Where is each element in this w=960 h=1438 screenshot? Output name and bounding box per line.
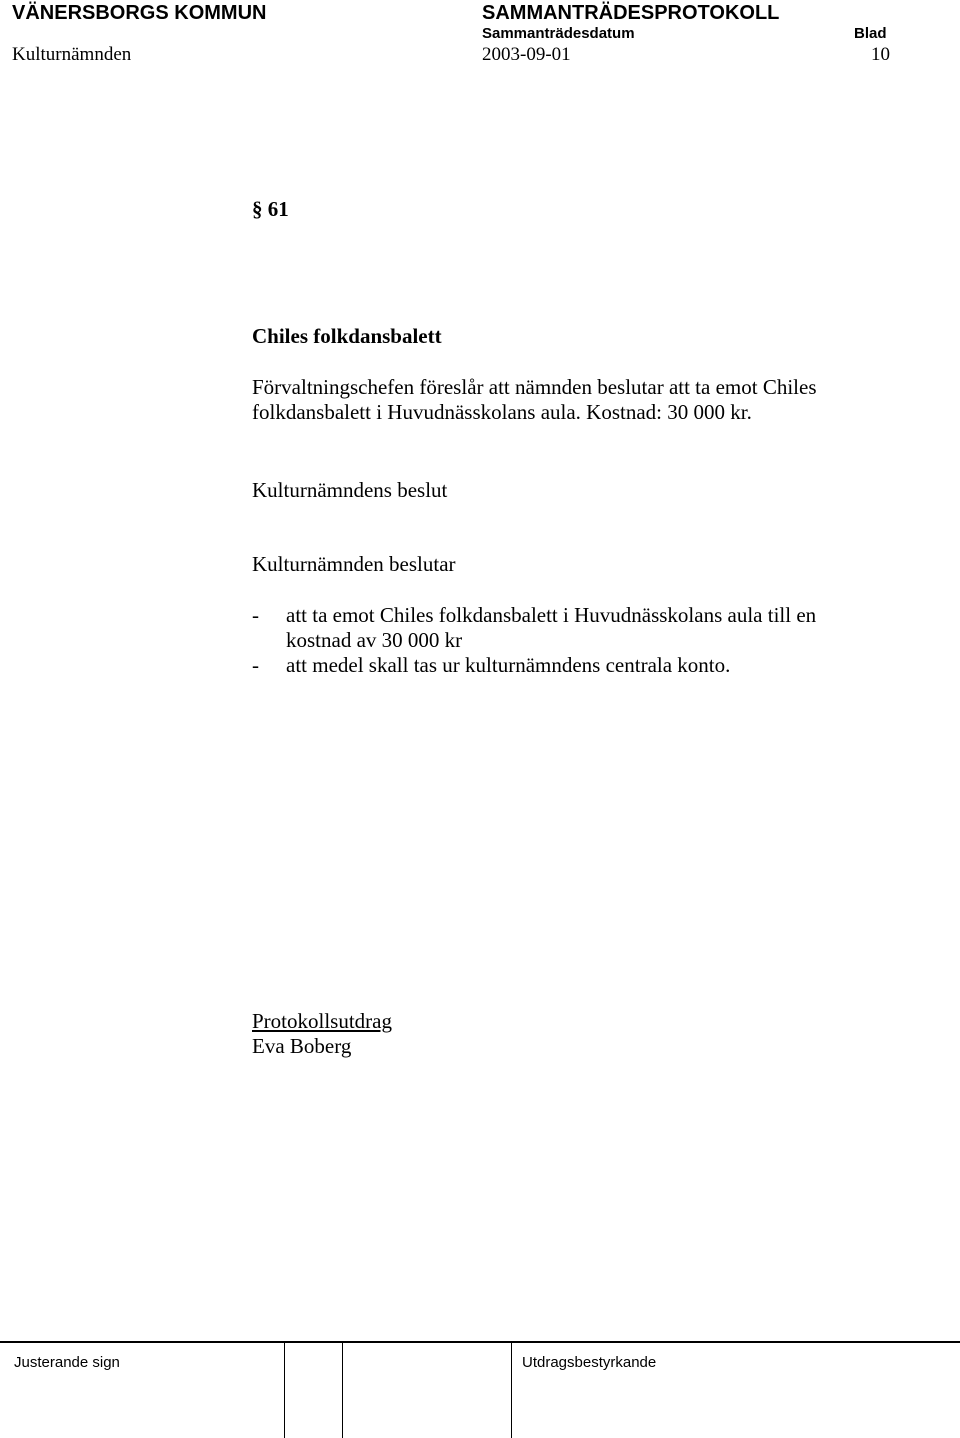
footer-divider [284, 1343, 285, 1438]
document-type: SAMMANTRÄDESPROTOKOLL [482, 2, 780, 24]
signature-footer [0, 1341, 960, 1436]
item-title: Chiles folkdansbalett [252, 324, 442, 348]
list-dash: - [252, 653, 259, 677]
decision-item [252, 603, 816, 653]
extract-recipient: Eva Boberg [252, 1034, 352, 1058]
meeting-date: 2003-09-01 [482, 44, 571, 65]
decision-intro: Kulturnämnden beslutar [252, 552, 456, 576]
decision-item-line: att medel skall tas ur kulturnämndens centrala konto. [286, 653, 731, 677]
proposal-line: folkdansbalett i Huvudnässkolans aula. Kostnad: 30 000 kr. [252, 400, 752, 424]
organization-name: VÄNERSBORGS KOMMUN [12, 2, 267, 24]
page-label: Blad [854, 25, 887, 42]
proposal-line: Förvaltningschefen föreslår att nämnden beslutar att ta emot Chiles [252, 375, 817, 399]
decision-heading: Kulturnämndens beslut [252, 478, 448, 502]
footer-divider [511, 1343, 512, 1438]
section-number: § 61 [252, 197, 289, 221]
extract-label: Protokollsutdrag [252, 1009, 392, 1033]
proposal-paragraph [252, 375, 872, 425]
footer-divider [342, 1343, 343, 1438]
meeting-date-label: Sammanträdesdatum [482, 25, 635, 42]
extract-certifier-label: Utdragsbestyrkande [522, 1354, 657, 1371]
list-dash: - [252, 603, 259, 627]
page-number: 10 [871, 44, 890, 65]
decision-list [252, 603, 816, 678]
justifying-signature-label: Justerande sign [14, 1354, 120, 1371]
decision-item [252, 653, 816, 678]
decision-item-line: att ta emot Chiles folkdansbalett i Huvudnässkolans aula till en [286, 603, 817, 627]
committee-name: Kulturnämnden [12, 44, 132, 65]
decision-item-line: kostnad av 30 000 kr [286, 628, 463, 652]
